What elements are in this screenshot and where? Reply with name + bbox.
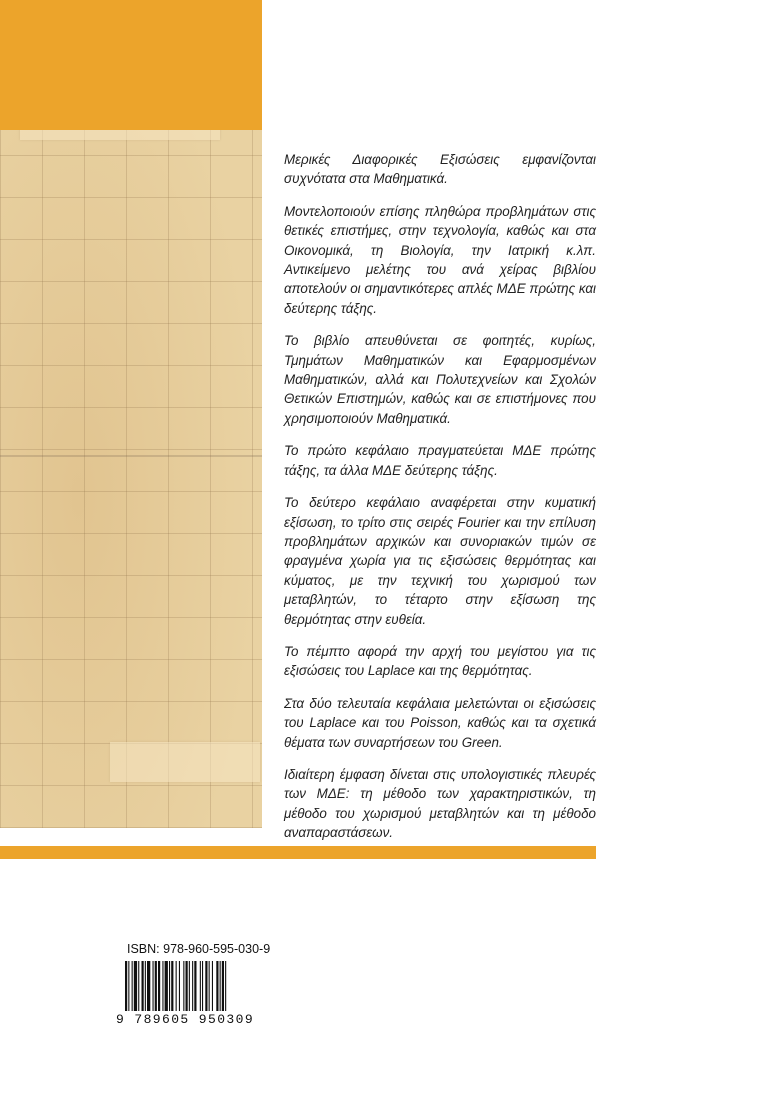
orange-corner-block [0, 0, 262, 130]
description-paragraph: Το πέμπτο αφορά την αρχή του μεγίστου για τις εξισώσεις του Laplace και της θερμότητας. [284, 643, 596, 679]
description-paragraph: Το δεύτερο κεφάλαιο αναφέρεται στην κυματική εξίσωση, το τρίτο στις σειρές Fourier και την επίλυση προβλημάτων αρχικών και συνοριακών τιμών σε φραγμένα χωρία για τις εξισώσεις θερμότητας και κύματος, με την τεχνική του χωρισμού των μεταβλητών, το τέταρτο στην εξίσωση της θερμότητας στην ευθεία. [284, 495, 596, 627]
description-paragraph: Στα δύο τελευταία κεφάλαια μελετώνται οι εξισώσεις του Laplace και του Poisson, καθώς και τα σχετικά θέματα των συναρτήσεων του Green. [284, 695, 596, 750]
description-paragraph: Ιδιαίτερη έμφαση δίνεται στις υπολογιστικές πλευρές των ΜΔΕ: τη μέθοδο των χαρακτηριστικών, τη μέθοδο του χωρισμού μεταβλητών και τη μέθοδο αναπαραστάσεων. [284, 766, 596, 841]
isbn-label: ISBN: 978-960-595-030-9 [127, 942, 271, 956]
back-cover-description [284, 150, 596, 843]
description-paragraph: Το βιβλίο απευθύνεται σε φοιτητές, κυρίως, Τμημάτων Μαθηματικών και Εφαρμοσμένων Μαθηματικών, αλλά και Πολυτεχνείων και Σχολών Θετικών Επιστημών, καθώς και σε επιστήμονες που χρησιμοποιούν Μαθηματικά. [284, 333, 596, 426]
barcode-digits: 9 789605 950309 [116, 1012, 255, 1027]
paper-fold-line [0, 455, 262, 457]
tape-strip-bottom [110, 742, 260, 782]
description-paragraph: Μερικές Διαφορικές Εξισώσεις εμφανίζονται συχνότατα στα Μαθηματικά. [284, 152, 596, 187]
description-paragraph: Μοντελοποιούν επίσης πληθώρα προβλημάτων στις θετικές επιστήμες, στην τεχνολογία, καθώς και στα Οικονομικά, τη Βιολογία, την Ιατρική κ.λπ. Αντικείμενο μελέτης του ανά χείρας βιβλίου αποτελούν οι σημαντικότερες απλές ΜΔΕ πρώτης και δεύτερης τάξης. [284, 203, 596, 316]
description-paragraph: Το πρώτο κεφάλαιο πραγματεύεται ΜΔΕ πρώτης τάξης, τα άλλα ΜΔΕ δεύτερης τάξης. [284, 443, 596, 478]
isbn-barcode [125, 961, 265, 1011]
orange-divider-strip [0, 846, 596, 859]
